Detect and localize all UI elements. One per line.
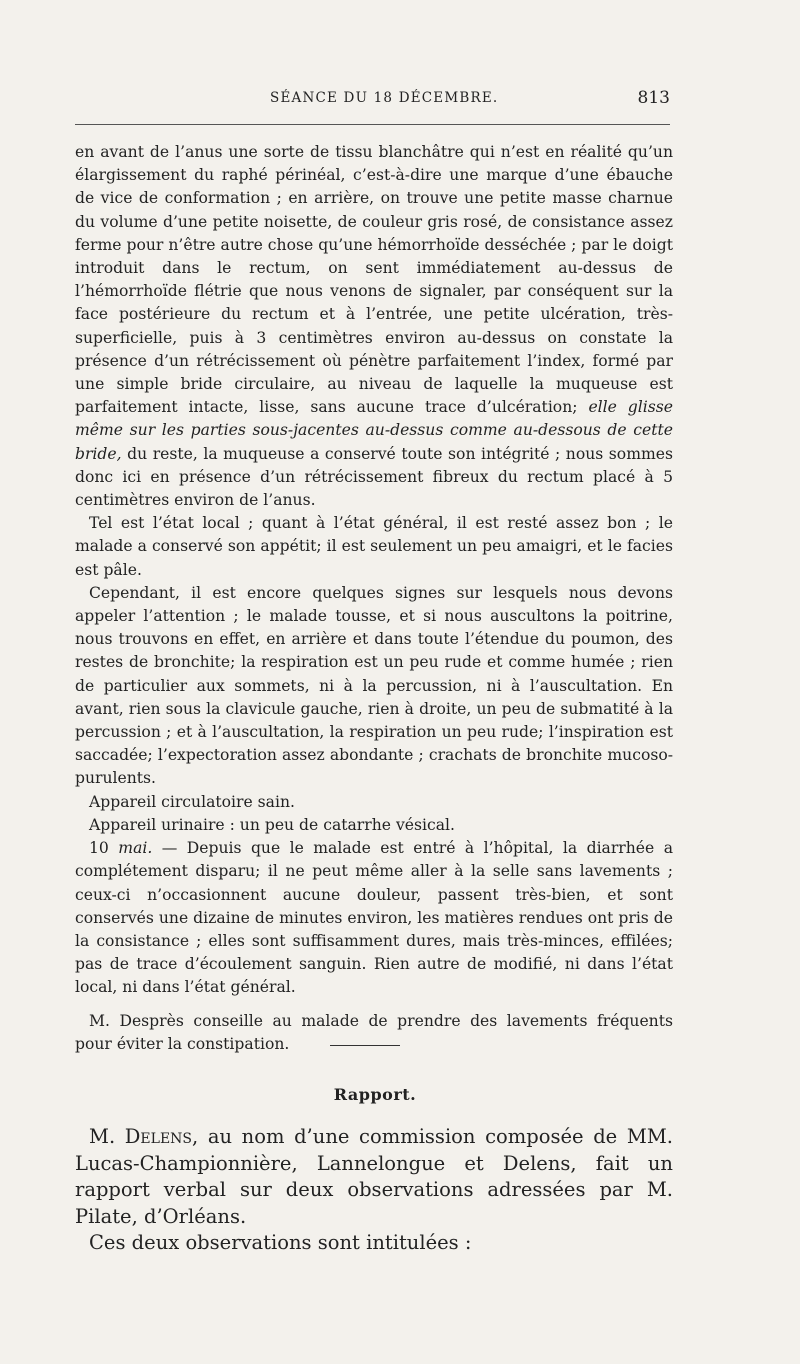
paragraph-7: M. Desprès conseille au malade de prendre des lavements fréquents pour éviter la constipation. xyxy=(75,1011,673,1053)
paragraph-6-date: 10 xyxy=(89,839,119,858)
page-header xyxy=(75,88,670,112)
paragraph-5: Appareil urinaire : un peu de catarrhe vésical. xyxy=(89,815,455,834)
paragraph-4: Appareil circulatoire sain. xyxy=(89,792,295,811)
body-text xyxy=(75,141,673,1056)
paragraph-6-text: — Depuis que le malade est entré à l’hôpital, la diarrhée a complétement disparu; il ne peut même aller à la selle sans lavements ; ceux-ci n’occasionnent aucune douleur, passent très-bien, et sont conservés une dizaine de minutes environ, les matières rendues ont pris de la consistance ; elles sont suffisamment dures, mais très-minces, effilées; pas de trace d’écoulement sanguin. Rien autre de modifié, ni dans l’état local, ni dans l’état général. xyxy=(75,839,673,997)
page-number: 813 xyxy=(637,88,670,108)
section-divider xyxy=(330,1045,400,1046)
header-rule xyxy=(75,124,670,125)
report-paragraph-1-text: , au nom d’une commission composée de MM. Lucas-Championnière, Lannelongue et Delens, fait un rapport verbal sur deux observations adressées par M. Pilate, d’Orléans. xyxy=(75,1125,673,1228)
paragraph-6 xyxy=(75,837,673,999)
paragraph-2: Tel est l’état local ; quant à l’état général, il est resté assez bon ; le malade a conservé son appétit; il est seulement un peu amaigri, et le facies est pâle. xyxy=(75,514,673,579)
report-prefix: M. xyxy=(89,1125,125,1148)
report-paragraph-1 xyxy=(75,1124,673,1230)
paragraph-1 xyxy=(75,141,673,512)
paragraph-6-month: mai. xyxy=(118,839,153,858)
section-title: Rapport. xyxy=(333,1085,417,1104)
report-paragraph-2: Ces deux observations sont intitulées : xyxy=(89,1231,472,1254)
paragraph-3: Cependant, il est encore quelques signes sur lesquels nous devons appeler l’attention ; le malade tousse, et si nous auscultons la poitrine, nous trouvons en effet, en arrière et dans toute l’étendue du poumon, des restes de bronchite; la respiration est un peu rude et comme humée ; rien de particulier aux sommets, ni à la percussion, ni à l’auscultation. En avant, rien sous la clavicule gauche, rien à droite, un peu de submatité à la percussion ; et à l’auscultation, la respiration un peu rude; l’inspiration est saccadée; l’expectoration assez abondante ; crachats de bronchite mucoso-purulents. xyxy=(75,583,673,788)
running-title: SÉANCE DU 18 DÉCEMBRE. xyxy=(270,90,499,106)
report-author: Delens xyxy=(124,1125,193,1148)
report-text xyxy=(75,1124,673,1257)
paragraph-1-italic: elle glisse même sur les parties sous-jacentes au-dessus comme au-dessous de cette bride, xyxy=(75,398,673,463)
paragraph-1-text-a: en avant de l’anus une sorte de tissu blanchâtre qui n’est en réalité qu’un élargissement du raphé périnéal, c’est-à-dire une marque d’une ébauche de vice de conformation ; en arrière, on trouve une petite masse charnue du volume d’une petite noisette, de couleur gris rosé, de consistance assez ferme pour n’être autre chose qu’une hémorrhoïde desséchée ; par le doigt introduit dans le rectum, on sent immédiatement au-dessus de l’hémorrhoïde flétrie que nous venons de signaler, par conséquent sur la face postérieure du rectum et à l’entrée, une petite ulcération, très-superficielle, puis à 3 centimètres environ au-dessus on constate la présence d’un rétrécissement où pénètre parfaitement l’index, formé par une simple bride circulaire, au niveau de laquelle la muqueuse est parfaitement intacte, lisse, sans aucune trace d’ulcération; xyxy=(75,143,673,417)
paragraph-1-text-b: du reste, la muqueuse a conservé toute son intégrité ; nous sommes donc ici en présence d’un rétrécissement fibreux du rectum placé à 5 centimètres environ de l’anus. xyxy=(75,444,673,510)
